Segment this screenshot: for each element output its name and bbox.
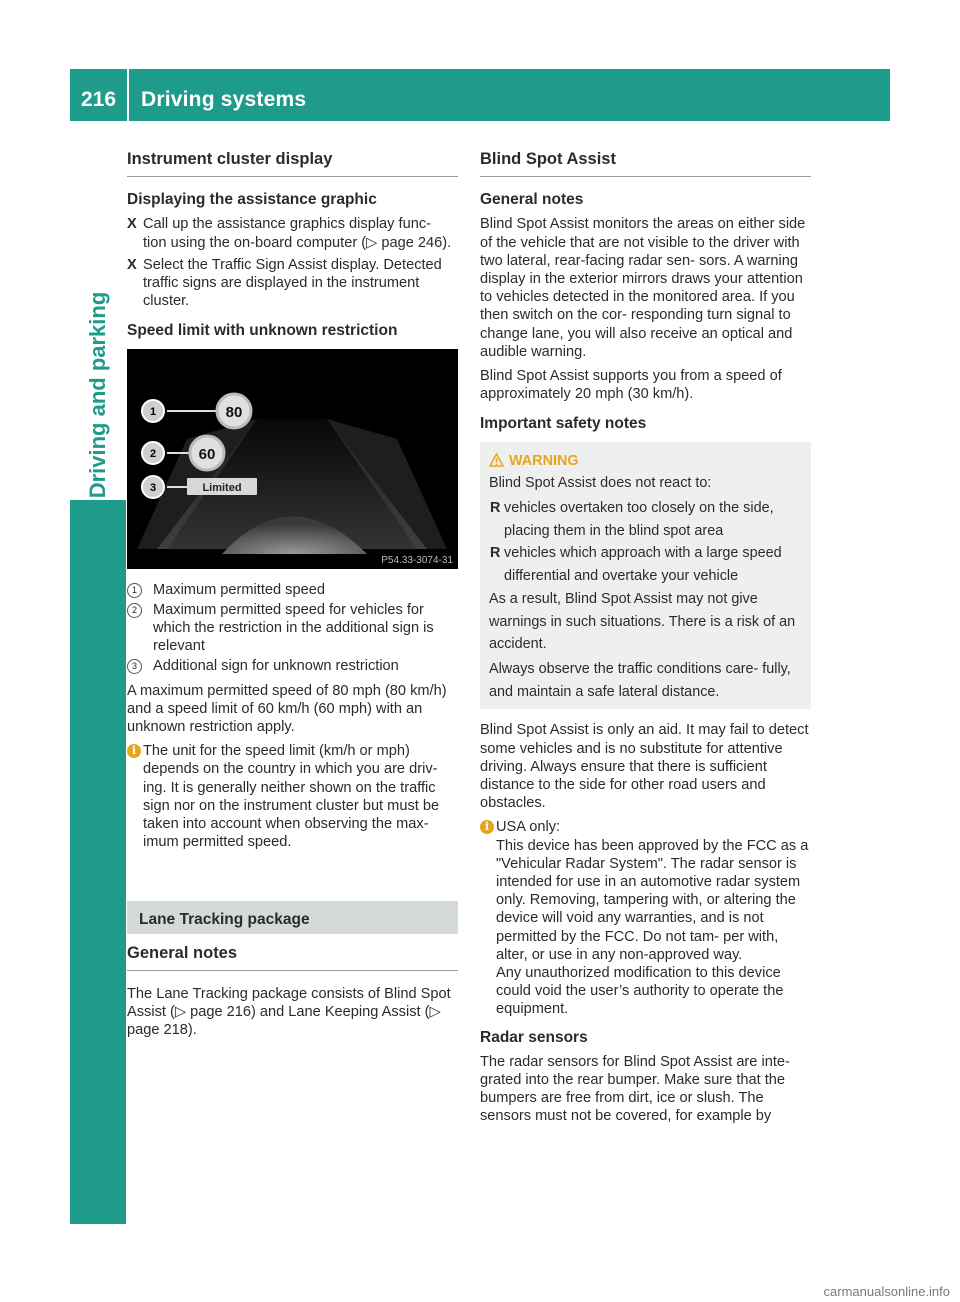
legend-number: 2 bbox=[127, 603, 142, 618]
legend-number: 1 bbox=[127, 583, 142, 598]
step-marker: X bbox=[127, 256, 137, 273]
legend-text: Additional sign for unknown restriction bbox=[153, 658, 399, 675]
heading-radar-sensors: Radar sensors bbox=[480, 1028, 588, 1046]
legend-text: Maximum permitted speed for vehicles for which the restriction in the additional sign is relevant bbox=[153, 601, 434, 655]
legend-text: Maximum permitted speed bbox=[153, 581, 325, 598]
step-text: Call up the assistance graphics display func- tion using the on-board computer (▷ page 246). bbox=[143, 216, 452, 251]
warning-title-text: WARNING bbox=[509, 452, 579, 469]
section-banner-lane-tracking: Lane Tracking package bbox=[127, 901, 458, 933]
bullet-text: vehicles which approach with a large speed differential and overtake your vehicle bbox=[504, 545, 782, 585]
legend-list bbox=[127, 581, 458, 676]
step-text: Select the Traffic Sign Assist display. Detected traffic signs are displayed in the instrument cluster. bbox=[143, 256, 442, 310]
warning-bullet bbox=[489, 542, 802, 587]
speed-sign-60-label: 60 bbox=[198, 445, 216, 463]
cluster-graphic-svg bbox=[127, 349, 458, 569]
sidebar-marker bbox=[70, 500, 126, 1224]
step-marker: X bbox=[127, 216, 137, 233]
speed-limit-paragraph: A maximum permitted speed of 80 mph (80 km/h) and a speed limit of 60 km/h (60 mph) with an unknown restriction apply. bbox=[127, 682, 447, 736]
callout-label-2: 2 bbox=[149, 447, 157, 460]
bsa-paragraph-3: Blind Spot Assist is only an aid. It may fail to detect some vehicles and is no substitute for attentive driving. Always ensure that there is sufficient distance to the side for other road users and obstacles. bbox=[480, 722, 809, 812]
info-title: USA only: bbox=[496, 819, 561, 836]
legend-item bbox=[127, 601, 458, 656]
heading-instrument-cluster: Instrument cluster display bbox=[127, 150, 458, 177]
info-modification-paragraph: Any unauthorized modification to this device could void the user’s authority to operate the equipment. bbox=[496, 965, 784, 1018]
header-divider bbox=[127, 69, 129, 121]
legend-number: 3 bbox=[127, 659, 142, 674]
warning-paragraph-1: As a result, Blind Spot Assist may not give warnings in such situations. There is a risk of an accident. bbox=[489, 590, 796, 653]
sidebar-section-label: Driving and parking bbox=[85, 291, 110, 499]
info-fcc-paragraph: This device has been approved by the FCC as a "Vehicular Radar System". The radar sensor is intended for use in an automotive radar system only. Removing, tampering with, or altering the device will void any warranties, and is not permitted by the FCC. Do not tam- per with, alter, or use in any non-approved way. bbox=[496, 837, 809, 963]
warning-paragraph-2: Always observe the traffic conditions care- fully, and maintain a safe lateral distance. bbox=[489, 660, 791, 700]
left-column bbox=[127, 150, 458, 1045]
callout-label-3: 3 bbox=[149, 481, 157, 494]
legend-item bbox=[127, 657, 458, 675]
callout-label-1: 1 bbox=[149, 405, 157, 418]
info-note-usa bbox=[480, 818, 811, 1018]
info-text: The unit for the speed limit (km/h or mph) depends on the country in which you are driv- ing. It is generally neither shown on the traffic sign nor on the instrument cluster but must be taken into account when observing the max- imum permitted speed. bbox=[143, 743, 440, 851]
legend-item bbox=[127, 581, 458, 599]
warning-title bbox=[489, 450, 802, 473]
heading-speed-limit: Speed limit with unknown restriction bbox=[127, 322, 398, 340]
figure-code: P54.33-3074-31 bbox=[381, 554, 453, 566]
step-item bbox=[127, 256, 458, 311]
bsa-paragraph-2: Blind Spot Assist supports you from a speed of approximately 20 mph (30 km/h). bbox=[480, 368, 782, 403]
bullet-text: vehicles overtaken too closely on the side, placing them in the blind spot area bbox=[504, 500, 774, 539]
heading-general-notes-left: General notes bbox=[127, 944, 458, 971]
bullet-icon: R bbox=[490, 545, 501, 562]
warning-bullet bbox=[489, 497, 802, 542]
heading-safety-notes: Important safety notes bbox=[480, 415, 647, 433]
warning-triangle-icon bbox=[489, 453, 504, 467]
warning-intro: Blind Spot Assist does not react to: bbox=[489, 475, 712, 492]
bullet-icon: R bbox=[490, 500, 501, 517]
info-icon: i bbox=[127, 744, 141, 758]
watermark: carmanualsonline.info bbox=[823, 1284, 950, 1299]
heading-general-notes-right: General notes bbox=[480, 191, 584, 209]
step-item bbox=[127, 215, 458, 251]
cluster-figure bbox=[127, 349, 458, 569]
page-number: 216 bbox=[80, 88, 117, 111]
limited-sign-label: Limited bbox=[202, 481, 242, 494]
speed-sign-80-label: 80 bbox=[225, 403, 243, 421]
bsa-paragraph-1: Blind Spot Assist monitors the areas on either side of the vehicle that are not visible to the driver with two lateral, rear-facing radar sen- sors. A warning display in the exterior mirrors draws your attention to vehicles detected in the monitored area. If you then switch on the cor- responding turn signal to change lane, you will also receive an optical and audible warning. bbox=[480, 216, 806, 360]
radar-paragraph: The radar sensors for Blind Spot Assist are inte- grated into the rear bumper. Make sure that the bumpers are free from dirt, ice or slush. The sensors must not be covered, for example by bbox=[480, 1053, 790, 1125]
lane-tracking-paragraph: The Lane Tracking package consists of Blind Spot Assist (▷ page 216) and Lane Keeping Assist (▷ page 218). bbox=[127, 985, 451, 1039]
page-title: Driving systems bbox=[141, 88, 307, 111]
heading-blind-spot-assist: Blind Spot Assist bbox=[480, 150, 811, 177]
warning-box bbox=[480, 442, 811, 710]
info-icon: i bbox=[480, 820, 494, 834]
heading-displaying-graphic: Displaying the assistance graphic bbox=[127, 191, 377, 209]
info-note bbox=[127, 742, 458, 851]
right-column bbox=[480, 150, 811, 1132]
